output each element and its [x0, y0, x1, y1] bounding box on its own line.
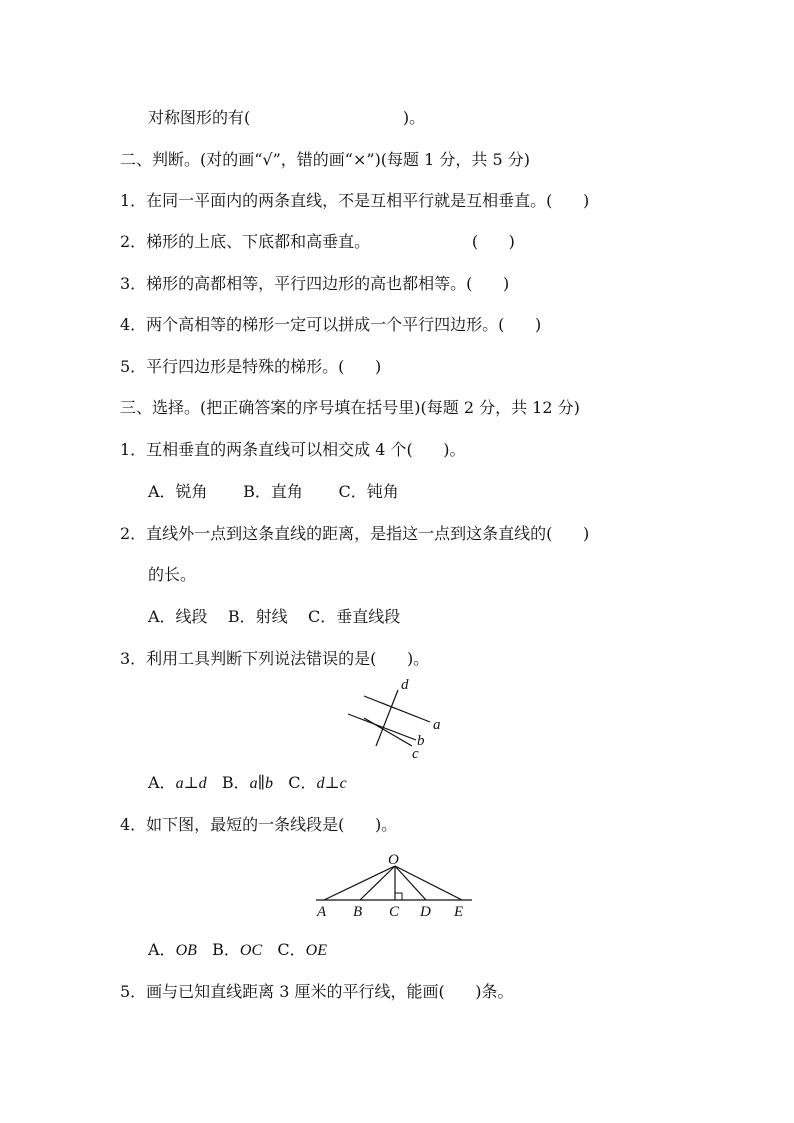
- choice-options-1: A．锐角 B．直角 C．钝角: [148, 482, 399, 501]
- line-d: [376, 690, 398, 746]
- option-b-text: OC: [239, 942, 263, 959]
- choice-question-3: 3．利用工具判断下列说法错误的是( )。: [120, 649, 430, 668]
- option-c-text: OE: [305, 942, 327, 959]
- judgement-item-3: 3．梯形的高都相等，平行四边形的高也都相等。( ): [120, 274, 510, 293]
- label-c: c: [412, 746, 419, 762]
- option-a-label: A．: [148, 940, 176, 959]
- judgement-item-5: 5．平行四边形是特殊的梯形。( ): [120, 357, 382, 376]
- label-O: O: [388, 852, 399, 868]
- segment-OB: [360, 866, 395, 900]
- label-B: B: [353, 904, 363, 920]
- option-c-text: d⊥c: [316, 775, 347, 792]
- label-a: a: [433, 717, 441, 733]
- option-a-text: OB: [175, 942, 197, 959]
- judgement-item-1: 1．在同一平面内的两条直线，不是互相平行就是互相垂直。( ): [120, 191, 590, 210]
- judgement-item-2: 2．梯形的上底、下底都和高垂直。 ( ): [120, 232, 515, 251]
- label-C: C: [389, 904, 400, 920]
- label-d: d: [401, 677, 409, 693]
- label-A: A: [317, 904, 327, 920]
- option-b-label: B．: [196, 940, 240, 959]
- choice-options-2: A．线段 B．射线 C．垂直线段: [148, 607, 401, 626]
- label-E: E: [454, 904, 464, 920]
- option-a-label: A．: [148, 773, 176, 792]
- label-D: D: [420, 904, 431, 920]
- choice-question-2-cont: 的长。: [148, 565, 197, 584]
- choice-question-4: 4．如下图，最短的一条线段是( )。: [120, 815, 398, 834]
- choice-options-3: [148, 773, 347, 794]
- option-c-label: C．: [262, 940, 306, 959]
- judgement-item-4: 4．两个高相等的梯形一定可以拼成一个平行四边形。( ): [120, 315, 542, 334]
- option-b-label: B．: [206, 773, 250, 792]
- segment-OA: [324, 866, 395, 900]
- segment-OE: [395, 866, 462, 900]
- section-heading-choice: 三、选择。(把正确答案的序号填在括号里)(每题 2 分，共 12 分): [120, 398, 580, 417]
- question-continuation: 对称图形的有( )。: [148, 108, 426, 127]
- line-b: [348, 714, 416, 740]
- choice-question-5: 5．画与已知直线距离 3 厘米的平行线，能画( )条。: [120, 982, 514, 1001]
- option-c-label: C．: [273, 773, 317, 792]
- segment-OD: [395, 866, 426, 900]
- right-angle-mark: [395, 893, 402, 900]
- option-b-text: a∥b: [249, 775, 274, 792]
- option-a-text: a⊥d: [175, 775, 207, 792]
- line-c: [364, 718, 412, 746]
- label-b: b: [417, 733, 425, 749]
- choice-question-1: 1．互相垂直的两条直线可以相交成 4 个( )。: [120, 440, 466, 459]
- section-heading-judgement: 二、判断。(对的画“√”，错的画“×”)(每题 1 分，共 5 分): [120, 150, 530, 169]
- choice-question-2: 2．直线外一点到这条直线的距离，是指这一点到这条直线的( ): [120, 524, 590, 543]
- intersecting-lines-figure: [340, 676, 450, 764]
- segments-figure: [312, 852, 482, 924]
- line-a: [364, 696, 430, 722]
- choice-options-4: [148, 940, 327, 961]
